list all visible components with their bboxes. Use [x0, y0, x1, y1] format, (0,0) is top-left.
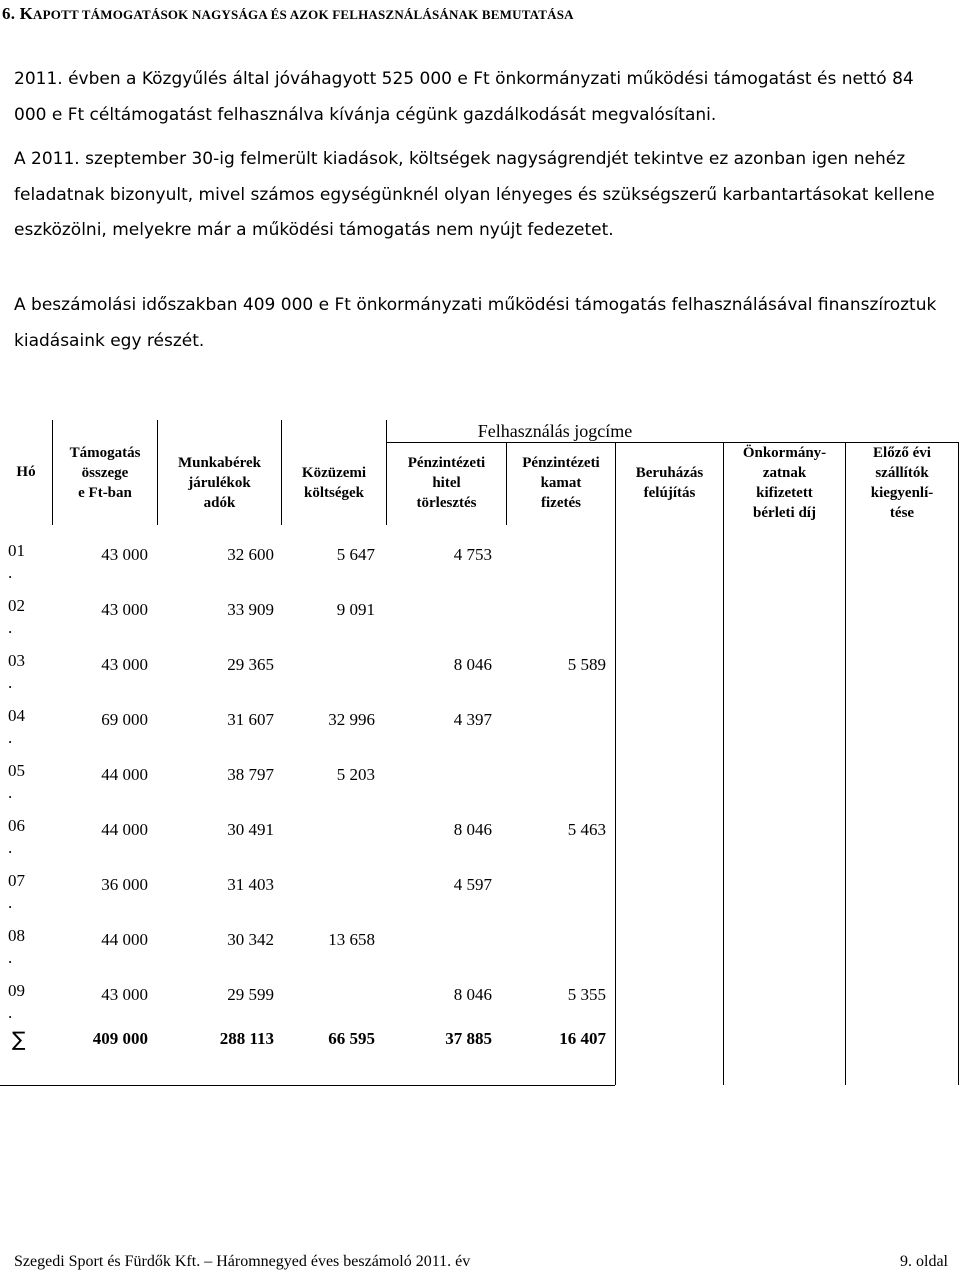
month-dot: .: [8, 1003, 13, 1022]
header-month: Hó: [16, 464, 36, 480]
header-line: e Ft-ban: [78, 485, 132, 501]
cell-kamat: 5 463: [567, 820, 606, 839]
month-number: 03: [8, 651, 25, 670]
cell-tamogatas: 43 000: [101, 545, 148, 564]
cell-kamat: 5 355: [567, 985, 606, 1004]
header-line: Pénzintézeti: [522, 455, 600, 471]
header-interest: [507, 453, 615, 513]
header-line: Munkabérek: [177, 455, 262, 471]
cell-kozuzemi: 9 091: [336, 600, 375, 619]
paragraph-financing: A beszámolási időszakban 409 000 e Ft önkormányzati működési támogatás felhasználásával finanszíroztuk kiadásaink egy részét.: [14, 295, 937, 351]
cell-tamogatas: 44 000: [101, 820, 148, 839]
total-wages: 288 113: [219, 1029, 274, 1048]
header-line: felújítás: [643, 485, 696, 501]
group-title: Felhasználás jogcíme: [477, 421, 633, 441]
header-line: szállítók: [875, 465, 929, 481]
table-vline: [615, 442, 616, 1085]
month-number: 05: [8, 761, 25, 780]
header-line: fizetés: [541, 495, 581, 511]
header-municipal-rent: [724, 443, 845, 523]
cell-hitel: 8 046: [453, 820, 492, 839]
section-heading: [2, 4, 574, 24]
month-dot: .: [8, 948, 13, 967]
header-investment: [616, 463, 723, 503]
total-interest: 16 407: [559, 1029, 606, 1048]
month-dot: .: [8, 673, 13, 692]
cell-hitel: 4 753: [453, 545, 492, 564]
cell-munkaber: 31 607: [227, 710, 274, 729]
header-line: Előző évi: [873, 445, 931, 461]
month-label: [8, 650, 38, 694]
month-number: 02: [8, 596, 25, 615]
header-line: járulékok: [188, 475, 251, 491]
header-line: törlesztés: [416, 495, 477, 511]
header-line: adók: [203, 495, 236, 511]
paragraph-expenses: A 2011. szeptember 30-ig felmerült kiadások, költségek nagyságrendjét tekintve ez azonban igen nehéz feladatnak bizonyult, mivel számos egységünknél olyan lényeges és szükségszerű karbantartásokat kellene eszközölni, melyekre már a működési támogatás nem nyújt fedezetet.: [14, 149, 935, 240]
month-number: 08: [8, 926, 25, 945]
cell-hitel: 8 046: [453, 985, 492, 1004]
cell-munkaber: 30 342: [227, 930, 274, 949]
month-dot: .: [8, 838, 13, 857]
header-line: Beruházás: [635, 465, 704, 481]
month-label: [8, 760, 38, 804]
heading-text: [20, 4, 574, 23]
table-vline: [723, 442, 724, 1085]
cell-munkaber: 29 599: [227, 985, 274, 1004]
cell-hitel: 4 397: [453, 710, 492, 729]
month-number: 06: [8, 816, 25, 835]
cell-tamogatas: 69 000: [101, 710, 148, 729]
month-dot: .: [8, 893, 13, 912]
sum-symbol: ∑: [12, 1027, 26, 1051]
heading-part: K: [19, 4, 34, 23]
heading-number: 6.: [2, 4, 16, 23]
month-dot: .: [8, 563, 13, 582]
header-line: Közüzemi: [301, 465, 367, 481]
header-line: kiegyenlí-: [870, 485, 934, 501]
paragraph-budget: 2011. évben a Közgyűlés által jóváhagyott 525 000 e Ft önkormányzati működési támogatást és nettó 84 000 e Ft céltámogatást felhasználva kívánja cégünk gazdálkodását megvalósítani.: [14, 69, 914, 125]
month-number: 04: [8, 706, 25, 725]
cell-tamogatas: 43 000: [101, 985, 148, 1004]
cell-munkaber: 32 600: [227, 545, 274, 564]
total-utilities: 66 595: [328, 1029, 375, 1048]
cell-tamogatas: 43 000: [101, 600, 148, 619]
month-label: [8, 540, 38, 584]
header-line: Támogatás: [69, 445, 141, 461]
total-subsidy: 409 000: [92, 1029, 148, 1048]
cell-hitel: 4 597: [453, 875, 492, 894]
table-hline: [0, 1085, 615, 1086]
month-label: [8, 815, 38, 859]
header-line: bérleti díj: [753, 505, 816, 521]
table-vline: [958, 442, 959, 1085]
month-label: [8, 925, 38, 969]
cell-kozuzemi: 5 647: [336, 545, 375, 564]
month-number: 07: [8, 871, 25, 890]
cell-munkaber: 29 365: [227, 655, 274, 674]
header-line: költségek: [304, 485, 364, 501]
footer-page-number: 9. oldal: [900, 1253, 948, 1270]
header-line: kamat: [540, 475, 582, 491]
cell-hitel: 8 046: [453, 655, 492, 674]
month-number: 01: [8, 541, 25, 560]
header-line: zatnak: [762, 465, 807, 481]
cell-kamat: 5 589: [567, 655, 606, 674]
month-dot: .: [8, 618, 13, 637]
header-prev-suppliers: [846, 443, 958, 523]
cell-munkaber: 33 909: [227, 600, 274, 619]
heading-part: APOTT TÁMOGATÁSOK NAGYSÁGA ÉS AZOK FELHASZNÁLÁSÁNAK BEMUTATÁSA: [33, 7, 574, 22]
month-label: [8, 980, 38, 1024]
cell-tamogatas: 36 000: [101, 875, 148, 894]
table-vline: [845, 442, 846, 1085]
cell-tamogatas: 43 000: [101, 655, 148, 674]
header-wages: [158, 453, 281, 513]
cell-munkaber: 38 797: [227, 765, 274, 784]
month-label: [8, 705, 38, 749]
month-dot: .: [8, 728, 13, 747]
header-line: hitel: [432, 475, 461, 491]
header-line: Önkormány-: [742, 445, 827, 461]
month-label: [8, 870, 38, 914]
month-label: [8, 595, 38, 639]
month-number: 09: [8, 981, 25, 1000]
total-loan: 37 885: [445, 1029, 492, 1048]
header-line: kifizetett: [756, 485, 813, 501]
cell-kozuzemi: 32 996: [328, 710, 375, 729]
header-loan-repayment: [387, 453, 506, 513]
cell-munkaber: 31 403: [227, 875, 274, 894]
month-dot: .: [8, 783, 13, 802]
header-utilities: [282, 463, 386, 503]
cell-kozuzemi: 5 203: [336, 765, 375, 784]
cell-tamogatas: 44 000: [101, 765, 148, 784]
cell-kozuzemi: 13 658: [328, 930, 375, 949]
cell-tamogatas: 44 000: [101, 930, 148, 949]
header-line: tése: [889, 505, 915, 521]
footer-company: Szegedi Sport és Fürdők Kft. – Háromnegyed éves beszámoló 2011. év: [14, 1253, 471, 1270]
header-line: Pénzintézeti: [407, 455, 486, 471]
header-line: összege: [81, 465, 129, 481]
cell-munkaber: 30 491: [227, 820, 274, 839]
header-subsidy: [53, 443, 157, 503]
